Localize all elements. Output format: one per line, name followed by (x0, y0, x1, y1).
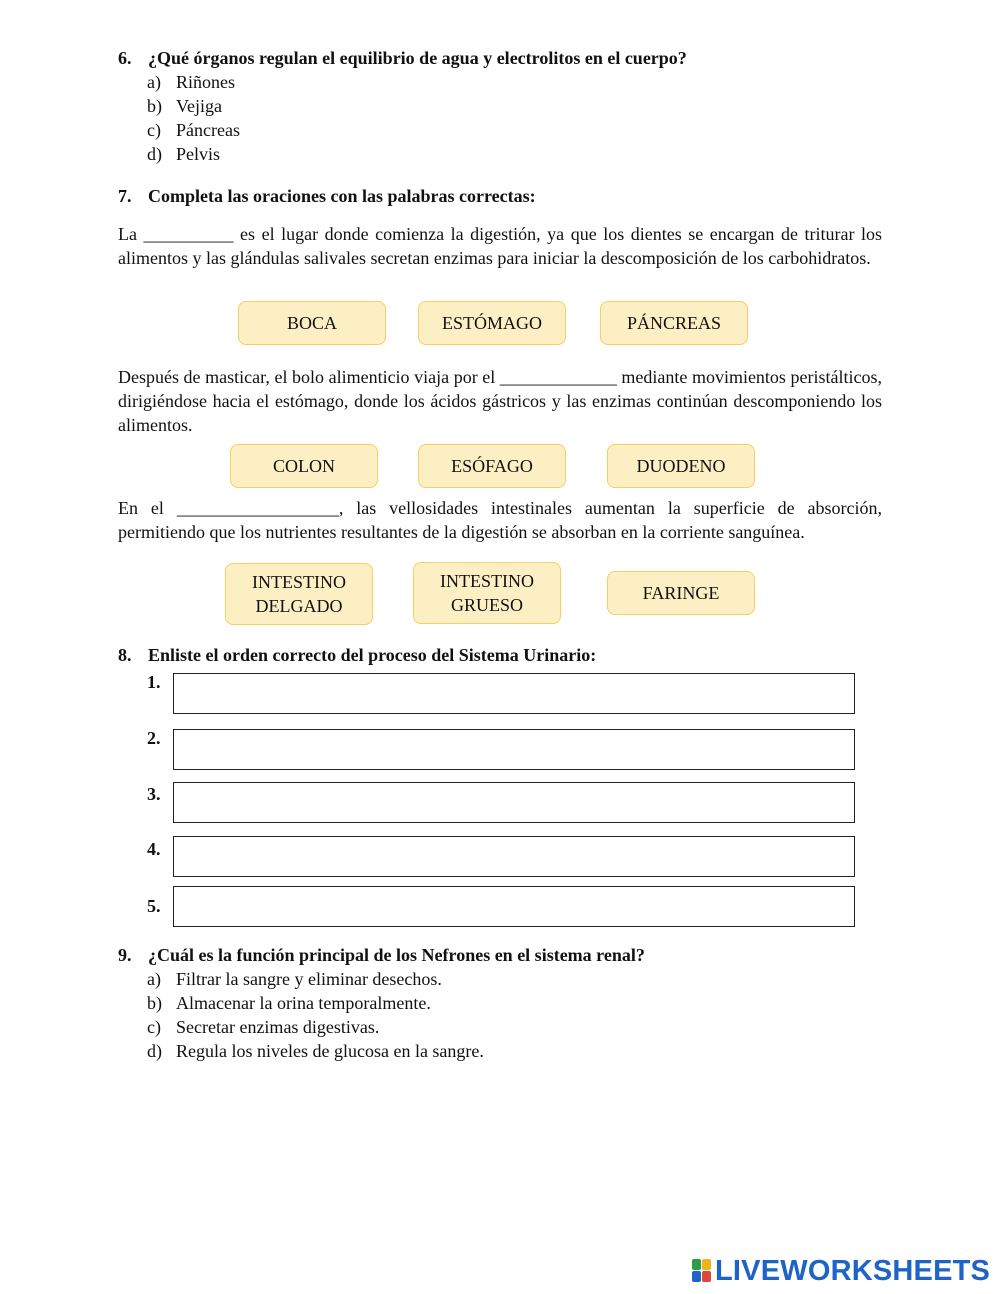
choice-colon[interactable]: COLON (230, 444, 378, 488)
option-a[interactable]: a) Filtrar la sangre y eliminar desechos. (147, 969, 442, 989)
question-number: 7. (118, 186, 132, 206)
question-6-options (147, 70, 240, 166)
choice-faringe[interactable]: FARINGE (607, 571, 755, 615)
question-number: 8. (118, 645, 132, 665)
order-number-3: 3. (147, 784, 161, 804)
option-a[interactable]: a) Riñones (147, 72, 236, 92)
question-text: Completa las oraciones con las palabras correctas: (148, 186, 536, 206)
question-9-title (118, 943, 645, 967)
choice-intestino-delgado[interactable]: INTESTINO DELGADO (225, 563, 373, 625)
order-input-1[interactable] (173, 673, 855, 714)
fill-sentence-1: La __________ es el lugar donde comienza la digestión, ya que los dientes se encargan de triturar los alimentos y las glándulas salivales secretan enzimas para iniciar la descomposición de los carbohidratos. (118, 224, 882, 268)
question-text: ¿Cuál es la función principal de los Nefrones en el sistema renal? (148, 945, 645, 965)
option-d[interactable]: d) Regula los niveles de glucosa en la sangre. (147, 1041, 484, 1061)
option-c[interactable]: c) Secretar enzimas digestivas. (147, 1017, 380, 1037)
question-8-title (118, 643, 596, 667)
question-text: ¿Qué órganos regulan el equilibrio de agua y electrolitos en el cuerpo? (148, 48, 687, 68)
order-number-2: 2. (147, 728, 161, 748)
logo-mark-icon (692, 1259, 712, 1283)
choice-estomago[interactable]: ESTÓMAGO (418, 301, 566, 345)
option-b[interactable]: b) Almacenar la orina temporalmente. (147, 993, 431, 1013)
question-number: 6. (118, 48, 132, 68)
order-number-4: 4. (147, 839, 161, 859)
choice-intestino-grueso[interactable]: INTESTINO GRUESO (413, 562, 561, 624)
question-text: Enliste el orden correcto del proceso del Sistema Urinario: (148, 645, 597, 665)
order-input-3[interactable] (173, 782, 855, 823)
question-7-title (118, 184, 536, 208)
choice-pancreas[interactable]: PÁNCREAS (600, 301, 748, 345)
question-6-title (118, 46, 687, 70)
order-input-2[interactable] (173, 729, 855, 770)
liveworksheets-logo (692, 1256, 990, 1286)
choice-duodeno[interactable]: DUODENO (607, 444, 755, 488)
fill-sentence-2: Después de masticar, el bolo alimenticio viaja por el _____________ mediante movimientos peristálticos, dirigiéndose hacia el estómago, donde los ácidos gástricos y las enzimas continúan descomponiendo los alimentos. (118, 367, 882, 435)
option-d[interactable]: d) Pelvis (147, 144, 221, 164)
logo-text: LIVEWORKSHEETS (715, 1255, 991, 1287)
order-number-5: 5. (147, 896, 161, 916)
fill-sentence-3: En el __________________, las vellosidades intestinales aumentan la superficie de absorción, permitiendo que los nutrientes resultantes de la digestión se absorban en la corriente sanguínea. (118, 498, 882, 542)
option-c[interactable]: c) Páncreas (147, 120, 240, 140)
order-number-1: 1. (147, 672, 161, 692)
option-b[interactable]: b) Vejiga (147, 96, 222, 116)
order-input-4[interactable] (173, 836, 855, 877)
order-input-5[interactable] (173, 886, 855, 927)
choice-boca[interactable]: BOCA (238, 301, 386, 345)
question-number: 9. (118, 945, 132, 965)
question-9-options (147, 967, 484, 1063)
choice-esofago[interactable]: ESÓFAGO (418, 444, 566, 488)
